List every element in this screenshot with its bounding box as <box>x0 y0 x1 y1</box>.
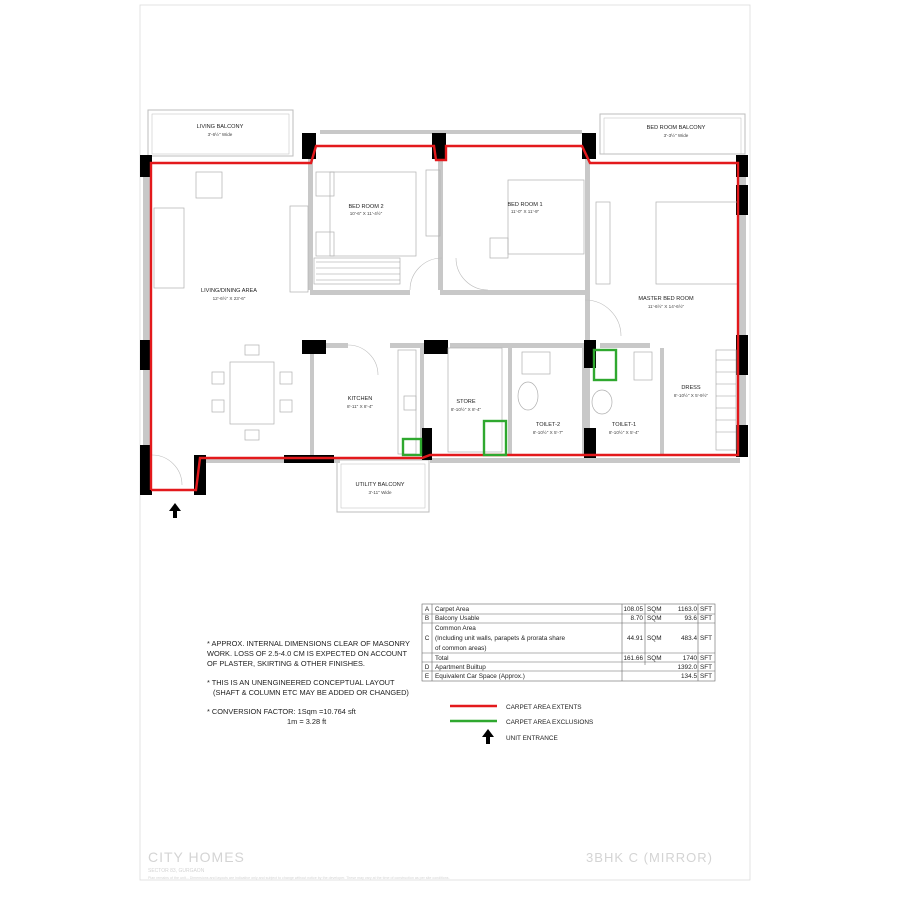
area-table-text <box>425 606 712 680</box>
plan-text: 134.5 <box>681 673 697 680</box>
walls <box>143 130 746 495</box>
legend <box>450 704 593 744</box>
plan-text: 1163.0 <box>677 606 697 613</box>
plan-text: * CONVERSION FACTOR: 1Sqm =10.764 sft <box>207 707 356 716</box>
plan-text: 3'-6½" Wide <box>207 132 233 137</box>
plan-text: SFT <box>700 664 713 671</box>
balconies <box>148 110 745 512</box>
project-location: SECTOR 83, GURGAON <box>148 868 205 874</box>
unit-entrance-arrow <box>169 503 181 518</box>
plan-text: SFT <box>700 606 713 613</box>
plan-text: 11'-6½" X 14'-6½" <box>647 304 685 309</box>
plan-text: Total <box>435 655 449 662</box>
plan-text: TOILET-2 <box>535 422 561 428</box>
plan-text: 8'-11" X 8'-4" <box>346 404 374 409</box>
plan-text: 161.66 <box>623 655 643 662</box>
up-arrow-icon <box>482 729 494 744</box>
plan-text: 1740 <box>682 655 697 662</box>
plan-text: CARPET AREA EXTENTS <box>506 704 582 711</box>
plan-text: LIVING/DINING AREA <box>201 288 257 294</box>
plan-text: CARPET AREA EXCLUSIONS <box>506 719 594 726</box>
plan-text: Balcony Usable <box>435 615 480 622</box>
bed-1 <box>508 180 584 254</box>
plan-text: (Including unit walls, parapets & prorata share <box>435 635 566 642</box>
sofa <box>154 208 184 288</box>
plan-text: STORE <box>456 399 476 405</box>
plan-text: D <box>424 664 430 671</box>
plan-text: A <box>424 606 430 613</box>
room-labels <box>197 124 709 495</box>
furniture <box>154 170 738 454</box>
plan-text: 93.6 <box>684 615 697 622</box>
carpet-area-outline <box>151 146 738 490</box>
plan-text: B <box>424 615 430 622</box>
plan-text: BED ROOM 1 <box>507 202 543 208</box>
plan-text: SQM <box>647 655 662 662</box>
plan-text: BED ROOM 2 <box>348 204 384 210</box>
plan-text: 10'-6" X 11'-4½" <box>349 211 383 216</box>
plan-text: * APPROX. INTERNAL DIMENSIONS CLEAR OF MASONRY <box>207 639 410 648</box>
plan-text: SQM <box>647 615 662 622</box>
plan-text: 11'-0" X 11'-9" <box>510 209 540 214</box>
plan-text: 12'-6½" X 23'-6" <box>212 296 246 301</box>
project-name: CITY HOMES <box>148 849 245 865</box>
plan-text: 8'-10½" X 5'-9½" <box>673 393 709 398</box>
plan-text: E <box>424 673 430 680</box>
plan-text: KITCHEN <box>347 396 373 402</box>
plan-text: SQM <box>647 635 662 642</box>
plan-text: 483.4 <box>681 635 697 642</box>
plan-text: SQM <box>647 606 662 613</box>
master-bed <box>656 202 738 284</box>
plan-text: 44.91 <box>627 635 643 642</box>
plan-text: 3'-3½" Wide <box>663 133 689 138</box>
plan-text: WORK. LOSS OF 2.5-4.0 CM IS EXPECTED ON ACCOUNT <box>207 649 407 658</box>
structural-columns <box>140 133 748 495</box>
plan-text: Apartment Builtup <box>435 664 486 671</box>
plan-text: of common areas) <box>435 645 487 652</box>
plan-text: SFT <box>700 673 713 680</box>
plan-text: UNIT ENTRANCE <box>506 735 558 742</box>
plan-text: Common Area <box>435 625 476 632</box>
plan-text: (SHAFT & COLUMN ETC MAY BE ADDED OR CHANGED) <box>213 688 409 697</box>
unit-type: 3BHK C (MIRROR) <box>586 850 713 865</box>
plan-text: OF PLASTER, SKIRTING & OTHER FINISHES. <box>207 659 365 668</box>
plan-text: UTILITY BALCONY <box>355 482 405 488</box>
plan-text: 1m = 3.28 ft <box>287 717 327 726</box>
plan-text: Carpet Area <box>435 606 470 613</box>
plan-text: 8'-10½" X 8'-4" <box>450 407 482 412</box>
plan-text: TOILET-1 <box>611 422 637 428</box>
plan-text: 1392.0 <box>677 664 697 671</box>
plan-text: SFT <box>700 635 713 642</box>
plan-text: BED ROOM BALCONY <box>646 125 706 131</box>
plan-text: C <box>424 635 430 642</box>
disclaimer: Plan remains of the unit... Dimensions and layouts are indicative only and subject to change without notice by the developer. These may vary at the time of construction as per site conditions. <box>148 876 450 880</box>
plan-text: 108.05 <box>623 606 643 613</box>
plan-text: SFT <box>700 655 713 662</box>
dining-table <box>230 362 274 424</box>
plan-text: * THIS IS AN UNENGINEERED CONCEPTUAL LAYOUT <box>207 678 395 687</box>
room-name: LIVING BALCONY <box>196 124 244 130</box>
plan-text: SFT <box>700 615 713 622</box>
plan-notes <box>207 639 410 726</box>
plan-text: Equivalent Car Space (Approx.) <box>435 673 525 680</box>
plan-text: 3'-11" Wide <box>368 490 392 495</box>
plan-text: MASTER BED ROOM <box>638 296 694 302</box>
plan-text: 8'-10½" X 5'-4" <box>608 430 640 435</box>
title-block <box>148 849 713 880</box>
plan-text: DRESS <box>681 385 701 391</box>
plan-text: 8.70 <box>630 615 643 622</box>
plan-text: 8'-10½" X 5'-7" <box>532 430 564 435</box>
